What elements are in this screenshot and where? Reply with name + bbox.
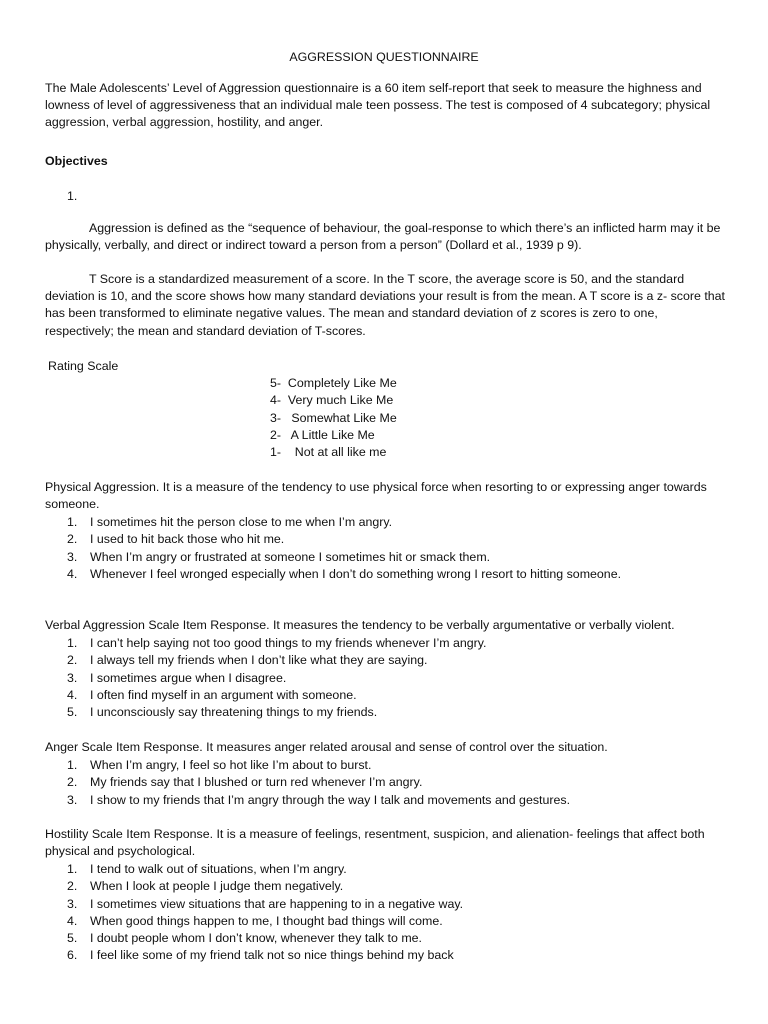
item-text: My friends say that I blushed or turn red whenever I’m angry. [90,775,423,790]
physical-aggression-intro: Physical Aggression. It is a measure of the tendency to use physical force when resorting to or expressing anger towards someone. [45,480,707,512]
rating-scale-item: 3- Somewhat Like Me [270,410,397,425]
item-number: 3. [67,896,78,911]
objectives-item-number: 1. [67,189,78,203]
list-item [45,704,725,721]
verbal-aggression-list [45,635,725,721]
list-item [45,549,725,566]
rating-scale-item: 2- A Little Like Me [270,427,375,442]
item-number: 1. [67,515,78,529]
item-number: 4. [67,913,78,928]
item-number: 3. [67,670,78,685]
item-number: 3. [67,792,78,807]
item-text: I unconsciously say threatening things to my friends. [90,705,378,720]
item-text: I tend to walk out of situations, when I’m angry. [90,862,347,876]
anger-scale-list [45,757,725,809]
item-text: When good things happen to me, I thought bad things will come. [90,913,443,928]
item-text: When I look at people I judge them negatively. [90,879,344,894]
item-text: I show to my friends that I’m angry through the way I talk and movements and gestures. [90,792,571,807]
item-number: 3. [67,549,78,564]
list-item [45,913,725,930]
item-text: When I’m angry, I feel so hot like I’m about to burst. [90,758,372,772]
item-text: I sometimes hit the person close to me when I’m angry. [90,515,393,529]
item-number: 2. [67,532,78,547]
rating-scale-item: 4- Very much Like Me [270,393,394,408]
hostility-scale-intro: Hostility Scale Item Response. It is a measure of feelings, resentment, suspicion, and alienation- feelings that affect both physical and psychological. [45,827,705,859]
item-number: 5. [67,705,78,720]
item-text: I always tell my friends when I don’t like what they are saying. [90,653,428,668]
intro-paragraph: The Male Adolescents’ Level of Aggression questionnaire is a 60 item self-report that seek to measure the highness and lowness of level of aggressiveness that an individual male teen possess. The test is composed of 4 subcategory; physical aggression, verbal aggression, hostility, and anger. [45,81,711,130]
list-item [45,635,725,652]
item-text: Whenever I feel wronged especially when I don’t do something wrong I resort to hitting someone. [90,566,622,581]
list-item [45,652,725,669]
item-number: 5. [67,931,78,946]
rating-scale-item: 5- Completely Like Me [270,376,397,390]
hostility-scale-list [45,861,725,965]
item-number: 1. [67,758,78,772]
item-text: I can’t help saying not too good things to my friends whenever I’m angry. [90,636,487,650]
item-number: 2. [67,879,78,894]
list-item [45,878,725,895]
item-number: 1. [67,636,78,650]
rating-scale-list [270,375,397,461]
item-number: 2. [67,653,78,668]
list-item [45,947,725,964]
tscore-definition: T Score is a standardized measurement of a score. In the T score, the average score is 50, and the standard deviation is 10, and the score shows how many standard deviations your result is from the mean. A T score is a z- score that has been transformed to eliminate negative values. The mean and standard deviation of z scores is zero to one, respectively; the mean and standard deviation of T-scores. [45,272,725,338]
list-item [45,930,725,947]
list-item [45,896,725,913]
item-text: When I’m angry or frustrated at someone I sometimes hit or smack them. [90,549,491,564]
list-item [45,774,725,791]
rating-scale-item: 1- Not at all like me [270,445,387,460]
item-number: 2. [67,775,78,790]
list-item [45,514,725,531]
item-number: 6. [67,948,78,963]
item-number: 4. [67,687,78,702]
item-number: 4. [67,566,78,581]
list-item [45,861,725,878]
rating-scale-label: Rating Scale [48,359,119,373]
item-text: I feel like some of my friend talk not so nice things behind my back [90,948,454,963]
item-text: I used to hit back those who hit me. [90,532,285,547]
list-item [45,566,725,583]
physical-aggression-list [45,514,725,583]
item-text: I sometimes view situations that are happening to in a negative way. [90,896,464,911]
item-number: 1. [67,862,78,876]
anger-scale-intro: Anger Scale Item Response. It measures anger related arousal and sense of control over the situation. [45,740,608,754]
list-item [45,670,725,687]
item-text: I sometimes argue when I disagree. [90,670,287,685]
objectives-heading: Objectives [45,154,108,168]
item-text: I doubt people whom I don’t know, whenever they talk to me. [90,931,422,946]
list-item [45,757,725,774]
aggression-definition: Aggression is defined as the “sequence of behaviour, the goal-response to which there’s an inflicted harm may it be physically, verbally, and direct or indirect toward a person from a person” (Dollard et al., 1939 p 9). [45,221,721,253]
item-text: I often find myself in an argument with someone. [90,687,357,702]
list-item [45,792,725,809]
list-item [45,531,725,548]
page-title: AGGRESSION QUESTIONNAIRE [289,50,479,64]
list-item [45,687,725,704]
verbal-aggression-intro: Verbal Aggression Scale Item Response. It measures the tendency to be verbally argumentative or verbally violent. [45,618,675,632]
